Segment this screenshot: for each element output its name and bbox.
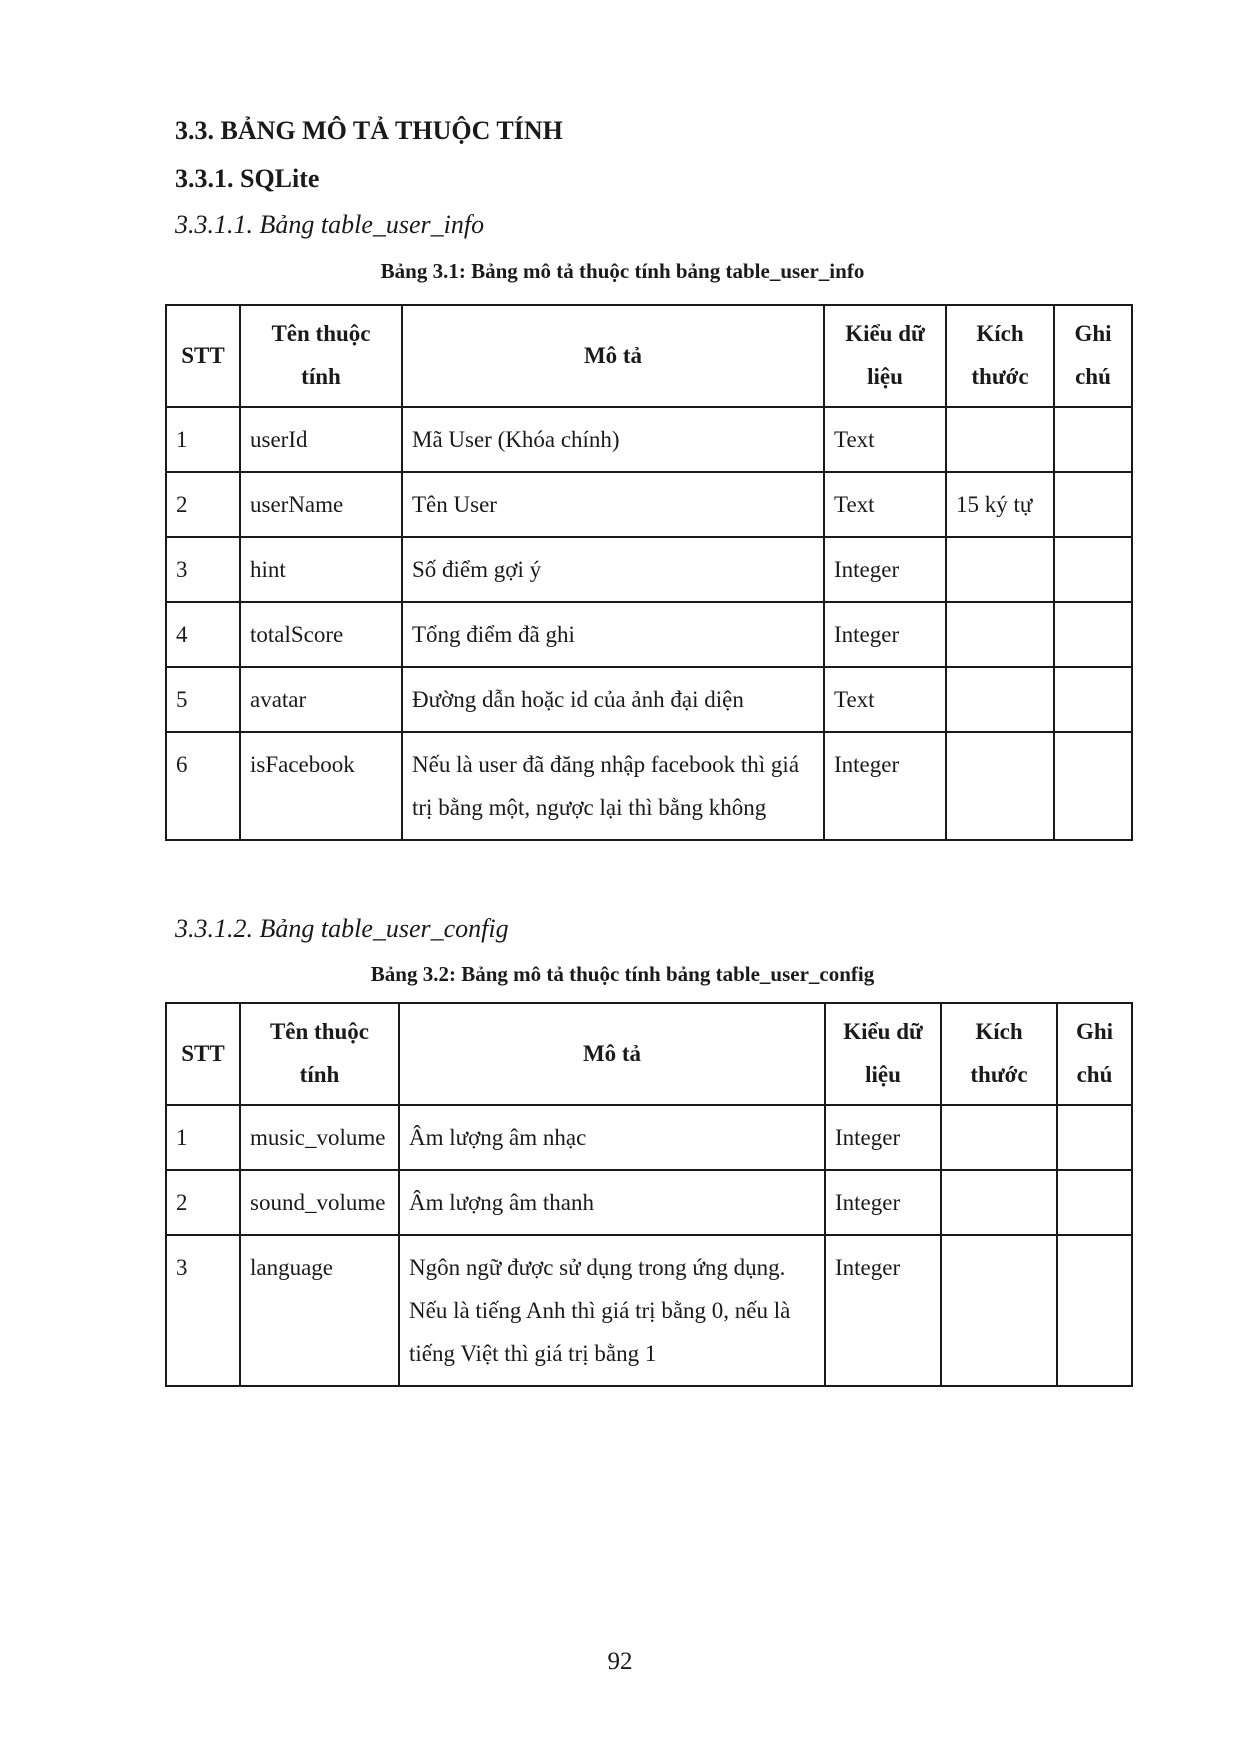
cell-size — [946, 407, 1054, 472]
cell-attribute-name: isFacebook — [240, 732, 402, 840]
col-header-stt: STT — [166, 305, 240, 407]
col-header-attribute-name: Tên thuộc tính — [240, 305, 402, 407]
table-row — [166, 537, 1132, 602]
table-row — [166, 1105, 1132, 1170]
cell-stt: 5 — [166, 667, 240, 732]
table1-caption: Bảng 3.1: Bảng mô tả thuộc tính bảng table_user_info — [380, 259, 865, 283]
cell-note — [1054, 537, 1132, 602]
cell-stt: 4 — [166, 602, 240, 667]
col-header-size: Kích thước — [941, 1003, 1057, 1105]
table2-caption: Bảng 3.2: Bảng mô tả thuộc tính bảng table_user_config — [370, 962, 875, 986]
cell-size — [946, 602, 1054, 667]
cell-note — [1054, 732, 1132, 840]
col-header-data-type: Kiểu dữ liệu — [825, 1003, 941, 1105]
table-header-row — [166, 305, 1132, 407]
cell-description: Âm lượng âm thanh — [399, 1170, 825, 1235]
cell-size — [946, 667, 1054, 732]
table-row — [166, 1170, 1132, 1235]
cell-note — [1054, 407, 1132, 472]
table-row — [166, 472, 1132, 537]
cell-data-type: Integer — [824, 732, 946, 840]
col-header-size: Kích thước — [946, 305, 1054, 407]
col-header-data-type: Kiểu dữ liệu — [824, 305, 946, 407]
cell-data-type: Text — [824, 667, 946, 732]
cell-note — [1057, 1170, 1132, 1235]
cell-description: Ngôn ngữ được sử dụng trong ứng dụng. Nếu là tiếng Anh thì giá trị bằng 0, nếu là tiếng Việt thì giá trị bằng 1 — [399, 1235, 825, 1386]
cell-attribute-name: totalScore — [240, 602, 402, 667]
table-row — [166, 732, 1132, 840]
cell-stt: 2 — [166, 1170, 240, 1235]
subsection-heading: 3.3.1. SQLite — [175, 164, 320, 193]
cell-attribute-name: userId — [240, 407, 402, 472]
cell-size — [946, 537, 1054, 602]
section-heading: 3.3. BẢNG MÔ TẢ THUỘC TÍNH — [175, 116, 563, 145]
table-row — [166, 667, 1132, 732]
cell-data-type: Integer — [825, 1170, 941, 1235]
cell-attribute-name: avatar — [240, 667, 402, 732]
cell-description: Đường dẫn hoặc id của ảnh đại diện — [402, 667, 824, 732]
cell-description: Số điểm gợi ý — [402, 537, 824, 602]
cell-description: Âm lượng âm nhạc — [399, 1105, 825, 1170]
cell-attribute-name: userName — [240, 472, 402, 537]
page-number: 92 — [607, 1648, 633, 1675]
table-header-row — [166, 1003, 1132, 1105]
cell-stt: 3 — [166, 537, 240, 602]
table1-subheading: 3.3.1.1. Bảng table_user_info — [175, 210, 485, 239]
cell-data-type: Integer — [824, 602, 946, 667]
col-header-description: Mô tả — [402, 305, 824, 407]
cell-attribute-name: sound_volume — [240, 1170, 399, 1235]
cell-attribute-name: language — [240, 1235, 399, 1386]
cell-note — [1057, 1235, 1132, 1386]
cell-description: Tổng điểm đã ghi — [402, 602, 824, 667]
table2-subheading: 3.3.1.2. Bảng table_user_config — [175, 914, 509, 943]
table-user-info — [165, 304, 1133, 841]
col-header-attribute-name: Tên thuộc tính — [240, 1003, 399, 1105]
col-header-stt: STT — [166, 1003, 240, 1105]
cell-stt: 1 — [166, 407, 240, 472]
cell-note — [1054, 472, 1132, 537]
table-user-config — [165, 1002, 1133, 1387]
cell-size: 15 ký tự — [946, 472, 1054, 537]
cell-size — [941, 1235, 1057, 1386]
cell-data-type: Integer — [825, 1105, 941, 1170]
table-row — [166, 1235, 1132, 1386]
cell-stt: 6 — [166, 732, 240, 840]
cell-description: Mã User (Khóa chính) — [402, 407, 824, 472]
cell-data-type: Text — [824, 472, 946, 537]
col-header-description: Mô tả — [399, 1003, 825, 1105]
cell-note — [1054, 667, 1132, 732]
table-row — [166, 407, 1132, 472]
table-row — [166, 602, 1132, 667]
col-header-note: Ghi chú — [1057, 1003, 1132, 1105]
cell-stt: 1 — [166, 1105, 240, 1170]
cell-data-type: Integer — [824, 537, 946, 602]
cell-note — [1057, 1105, 1132, 1170]
cell-size — [941, 1170, 1057, 1235]
cell-description: Nếu là user đã đăng nhập facebook thì giá trị bằng một, ngược lại thì bằng không — [402, 732, 824, 840]
cell-attribute-name: music_volume — [240, 1105, 399, 1170]
cell-data-type: Text — [824, 407, 946, 472]
cell-data-type: Integer — [825, 1235, 941, 1386]
cell-description: Tên User — [402, 472, 824, 537]
cell-note — [1054, 602, 1132, 667]
cell-attribute-name: hint — [240, 537, 402, 602]
cell-stt: 2 — [166, 472, 240, 537]
col-header-note: Ghi chú — [1054, 305, 1132, 407]
cell-size — [946, 732, 1054, 840]
cell-stt: 3 — [166, 1235, 240, 1386]
cell-size — [941, 1105, 1057, 1170]
